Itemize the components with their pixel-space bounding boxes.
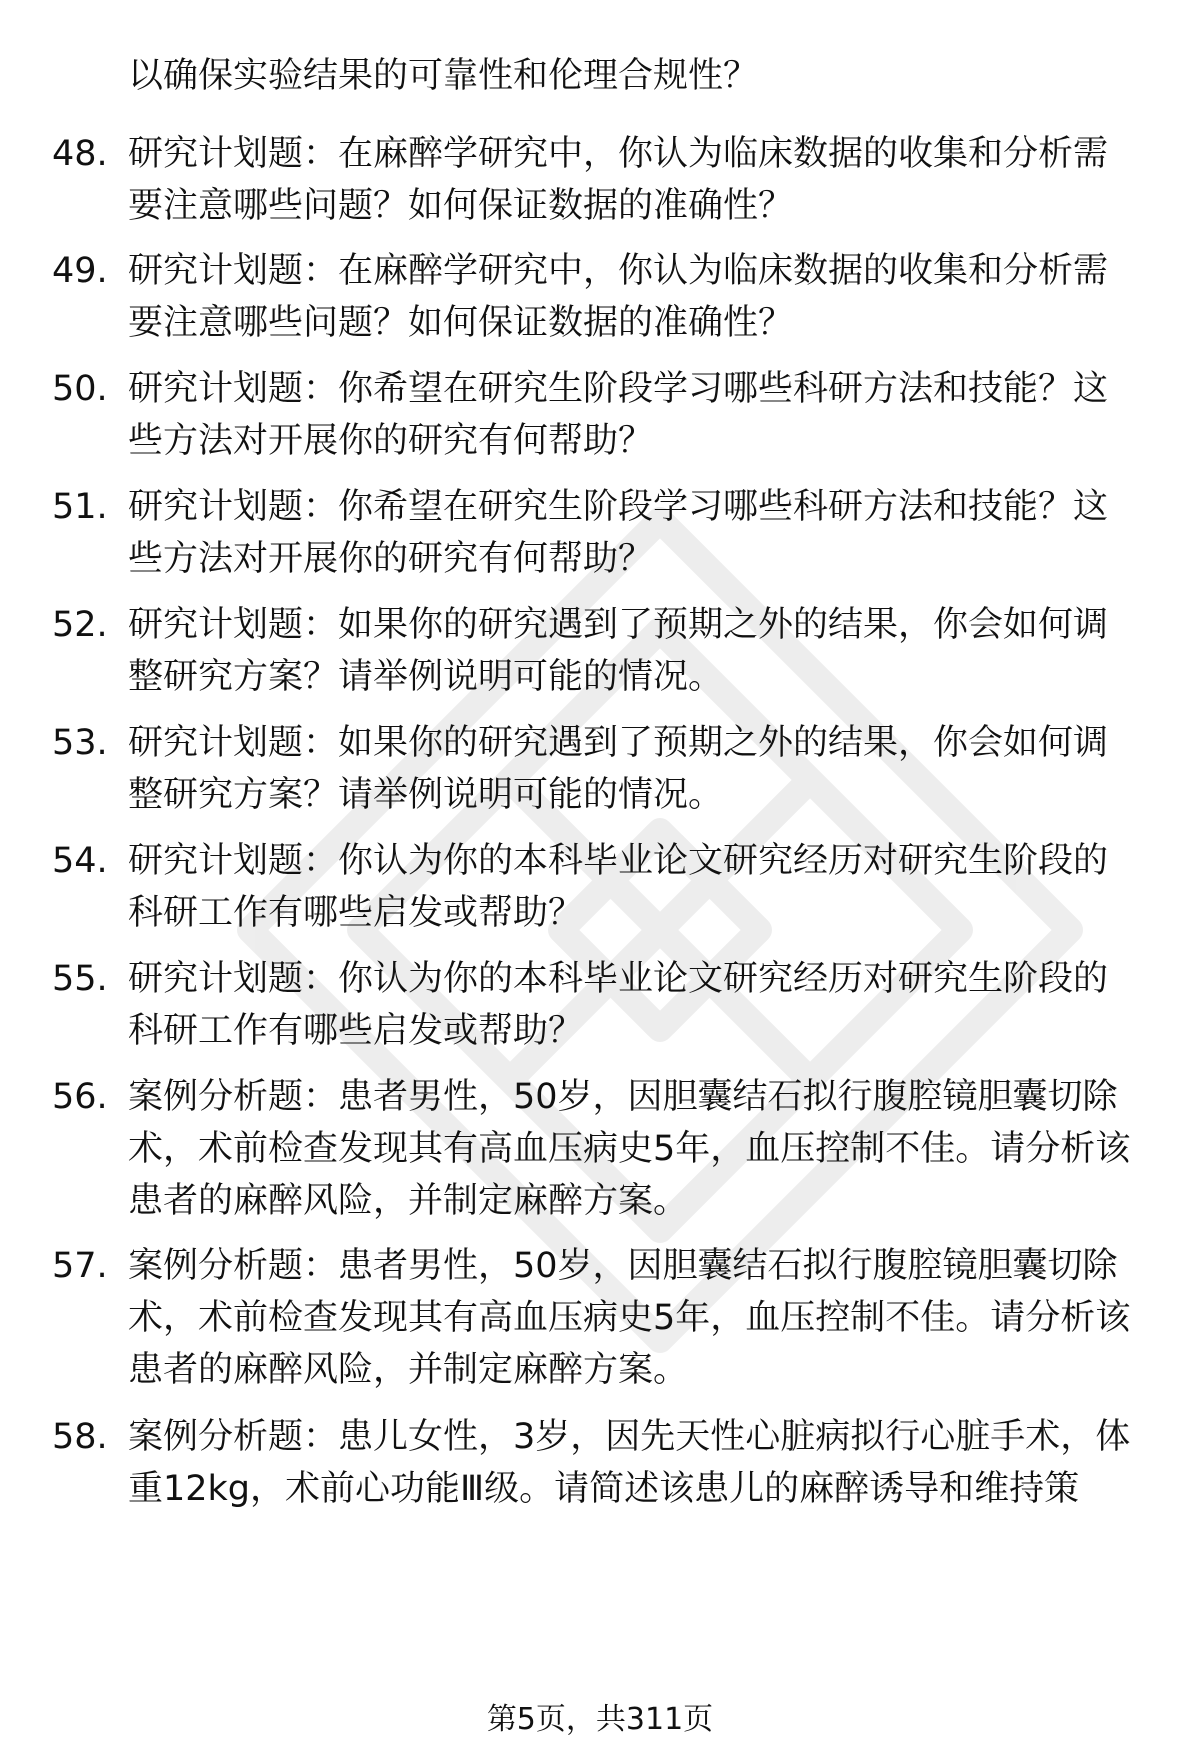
question-number: 52. xyxy=(52,605,108,645)
question-line: 研究计划题：你认为你的本科毕业论文研究经历对研究生阶段的 xyxy=(128,959,1109,999)
question-number: 49. xyxy=(52,251,108,291)
question-number: 56. xyxy=(52,1077,108,1117)
question-line: 科研工作有哪些启发或帮助？ xyxy=(128,893,584,933)
question-number: 51. xyxy=(52,487,108,527)
question-line: 些方法对开展你的研究有何帮助？ xyxy=(128,539,654,579)
question-line: 术，术前检查发现其有高血压病史5年，血压控制不佳。请分析该 xyxy=(128,1129,1131,1169)
question-line: 研究计划题：你希望在研究生阶段学习哪些科研方法和技能？这 xyxy=(128,487,1109,527)
question-line: 术，术前检查发现其有高血压病史5年，血压控制不佳。请分析该 xyxy=(128,1298,1131,1338)
question-line: 科研工作有哪些启发或帮助？ xyxy=(128,1011,584,1051)
question-number: 53. xyxy=(52,723,108,763)
question-line: 整研究方案？请举例说明可能的情况。 xyxy=(128,775,724,815)
question-number: 54. xyxy=(52,841,108,881)
question-number: 55. xyxy=(52,959,108,999)
question-text xyxy=(128,835,1173,939)
continued-question-text: 以确保实验结果的可靠性和伦理合规性？ xyxy=(128,56,759,96)
question-line: 要注意哪些问题？如何保证数据的准确性？ xyxy=(128,186,794,226)
question-line: 研究计划题：如果你的研究遇到了预期之外的结果，你会如何调 xyxy=(128,723,1109,763)
question-text xyxy=(128,1240,1173,1396)
question-line: 重12kg，术前心功能Ⅲ级。请简述该患儿的麻醉诱导和维持策 xyxy=(128,1469,1080,1509)
question-line: 要注意哪些问题？如何保证数据的准确性？ xyxy=(128,303,794,343)
question-text xyxy=(128,717,1173,821)
question-line: 患者的麻醉风险，并制定麻醉方案。 xyxy=(128,1350,689,1390)
question-number: 48. xyxy=(52,134,108,174)
question-line: 案例分析题：患儿女性，3岁，因先天性心脏病拟行心脏手术，体 xyxy=(128,1417,1131,1457)
question-line: 研究计划题：在麻醉学研究中，你认为临床数据的收集和分析需 xyxy=(128,251,1109,291)
question-text xyxy=(128,953,1173,1057)
question-text xyxy=(128,481,1173,585)
question-line: 案例分析题：患者男性，50岁，因胆囊结石拟行腹腔镜胆囊切除 xyxy=(128,1077,1118,1117)
question-line: 案例分析题：患者男性，50岁，因胆囊结石拟行腹腔镜胆囊切除 xyxy=(128,1246,1118,1286)
question-text xyxy=(128,128,1173,232)
question-text xyxy=(128,363,1173,467)
question-text xyxy=(128,599,1173,703)
question-text xyxy=(128,1411,1173,1515)
question-line: 研究计划题：你希望在研究生阶段学习哪些科研方法和技能？这 xyxy=(128,369,1109,409)
question-number: 57. xyxy=(52,1246,108,1286)
question-text xyxy=(128,1071,1173,1227)
question-number: 50. xyxy=(52,369,108,409)
question-line: 研究计划题：在麻醉学研究中，你认为临床数据的收集和分析需 xyxy=(128,134,1109,174)
page-footer: 第5页，共311页 xyxy=(486,1702,714,1737)
question-line: 患者的麻醉风险，并制定麻醉方案。 xyxy=(128,1181,689,1221)
question-text xyxy=(128,245,1173,349)
question-number: 58. xyxy=(52,1417,108,1457)
question-line: 研究计划题：如果你的研究遇到了预期之外的结果，你会如何调 xyxy=(128,605,1109,645)
question-line: 些方法对开展你的研究有何帮助？ xyxy=(128,421,654,461)
question-line: 整研究方案？请举例说明可能的情况。 xyxy=(128,657,724,697)
question-line: 研究计划题：你认为你的本科毕业论文研究经历对研究生阶段的 xyxy=(128,841,1109,881)
